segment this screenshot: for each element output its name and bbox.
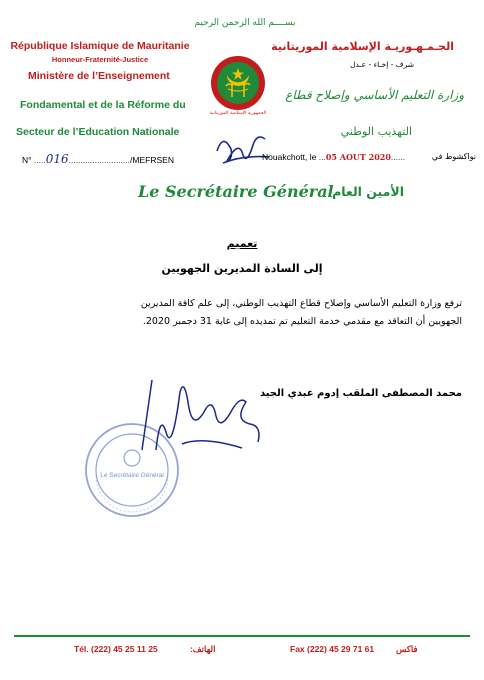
footer-fax-ar: فاكس bbox=[396, 644, 418, 654]
republic-ar: الجـمـهـوريـة الإسلامية الموريتانية bbox=[271, 40, 454, 53]
city-label: Nouakchott, le bbox=[262, 152, 317, 162]
motto-fr: Honneur-Fraternité-Justice bbox=[51, 55, 149, 64]
stamp-text: Le Secrétaire Général bbox=[100, 472, 164, 479]
ministry-fr-3: Secteur de l’Education Nationale bbox=[16, 126, 180, 138]
ministry-ar-2: التهذيب الوطني bbox=[340, 125, 412, 138]
ministry-fr-2: Fondamental et de la Réforme du bbox=[20, 99, 186, 111]
signatory-name: محمد المصطفى الملقب إدوم عبدي الجيد bbox=[259, 388, 462, 399]
number-value: 016 bbox=[45, 152, 69, 166]
circular-line-2: الجهويين أن التعاقد مع مقدمي خدمة التعليم تم تمديده إلى غاية 31 دجمبر 2020. bbox=[142, 316, 462, 327]
circular-recipient: إلى السادة المديرين الجهويين bbox=[161, 262, 323, 275]
motto-ar: شرف - إخـاء - عـدل bbox=[350, 60, 414, 69]
initials-signature bbox=[213, 125, 273, 169]
date-label-ar: نواكشوط في bbox=[431, 152, 476, 161]
number-label: N° bbox=[22, 155, 32, 165]
ministry-fr-1: Ministère de l’Enseignement bbox=[28, 70, 170, 82]
footer-tel-ar: الهاتف: bbox=[190, 644, 216, 654]
circular-line-1: ترفع وزارة التعليم الأساسي وإصلاح قطاع التهذيب الوطني، إلى علم كافة المديرين bbox=[140, 298, 462, 309]
reference-number: N° .....016........................../MEFRSEN bbox=[22, 152, 174, 166]
date-stamp: 05 AOUT 2020 bbox=[325, 152, 391, 162]
footer-divider bbox=[14, 635, 470, 637]
emblem-caption: الجمهورية الإسلامية الموريتانية bbox=[209, 111, 267, 116]
handwritten-signature bbox=[122, 372, 272, 462]
republic-fr: République Islamique de Mauritanie bbox=[10, 40, 190, 52]
reference-date: Nouakchott, le ...05 AOUT 2020...... bbox=[262, 152, 406, 162]
reference-code: /MEFRSEN bbox=[130, 155, 174, 165]
footer-tel: Tél. (222) 45 25 11 25 bbox=[74, 644, 158, 654]
ministry-ar-1: وزارة التعليم الأساسي وإصلاح قطاع bbox=[285, 88, 464, 102]
header-fr bbox=[0, 40, 200, 66]
circular-heading: تعميم bbox=[226, 237, 258, 250]
emblem-icon bbox=[210, 55, 266, 111]
national-emblem bbox=[210, 55, 266, 111]
title-fr: Le Secrétaire Général bbox=[138, 182, 334, 201]
footer-fax: Fax (222) 45 29 71 61 bbox=[290, 644, 375, 654]
title-ar: الأمين العام bbox=[332, 184, 404, 199]
basmala: بســــم الله الرحمن الرحيم bbox=[194, 18, 296, 28]
